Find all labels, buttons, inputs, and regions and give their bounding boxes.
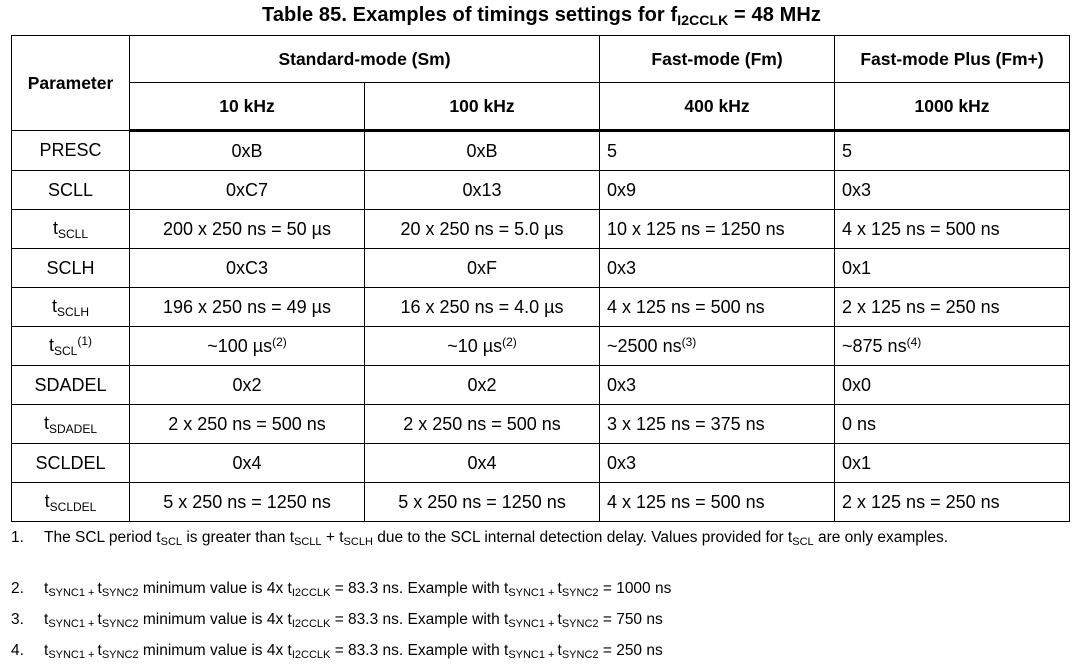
table-row (12, 249, 1070, 288)
value-cell: 0x2 (365, 366, 600, 405)
value-cell: 200 x 250 ns = 50 µs (130, 210, 365, 249)
table-row (12, 444, 1070, 483)
table-row (12, 405, 1070, 444)
value-cell: 4 x 125 ns = 500 ns (600, 288, 835, 327)
value-cell: ~875 $ns^{(4)}$ (835, 327, 1070, 366)
value-cell: 0x1 (835, 444, 1070, 483)
param-cell: $t_{SCLH}$ (12, 288, 130, 327)
table-row (12, 483, 1070, 522)
header-freq-10khz: 10 kHz (130, 83, 365, 131)
value-cell: 0xF (365, 249, 600, 288)
param-cell: $t_{SCL}^{(1)}$ (12, 327, 130, 366)
value-cell: 0 ns (835, 405, 1070, 444)
table-row (12, 327, 1070, 366)
table-row (12, 131, 1070, 171)
value-cell: ~10 µs$^{(2)}$ (365, 327, 600, 366)
value-cell: 0xC3 (130, 249, 365, 288)
footnote-number: 3. (11, 611, 24, 628)
value-cell: 196 x 250 ns = 49 µs (130, 288, 365, 327)
value-cell: 4 x 125 ns = 500 ns (600, 483, 835, 522)
footnote: 3. $t_{SYNC1 +}$ $t_{SYNC2}$ minimum value is 4x $t_{I2CCLK} = 83.3$ ns. Example with $t_{SYNC1 +}$ $t_{SYNC2} = 750$ ns (11, 611, 663, 630)
footnote-number: 4. (11, 642, 24, 659)
value-cell: 0x3 (835, 171, 1070, 210)
header-parameter: Parameter (12, 36, 130, 131)
value-cell: 2 x 125 ns = 250 ns (835, 483, 1070, 522)
value-cell: 0x3 (600, 249, 835, 288)
footnote: 1. The SCL period $t_{SCL}$ is greater than $t_{SCLL} + t_{SCLH}$ due to the SCL internal detection delay. Values provided for $t_{SCL}$ are only examples. (11, 529, 949, 548)
header-fast-mode: Fast-mode (Fm) (600, 36, 835, 83)
table-row (12, 171, 1070, 210)
header-freq-1000khz: 1000 kHz (835, 83, 1070, 131)
value-cell: 16 x 250 ns = 4.0 µs (365, 288, 600, 327)
param-cell: SCLH (12, 249, 130, 288)
param-cell: PRESC (12, 131, 130, 171)
value-cell: 2 x 250 ns = 500 ns (365, 405, 600, 444)
param-cell: SCLL (12, 171, 130, 210)
value-cell: 0x4 (130, 444, 365, 483)
value-cell: ~100 µs$^{(2)}$ (130, 327, 365, 366)
header-fast-mode-plus: Fast-mode Plus (Fm+) (835, 36, 1070, 83)
value-cell: 2 x 250 ns = 500 ns (130, 405, 365, 444)
value-cell: 4 x 125 ns = 500 ns (835, 210, 1070, 249)
value-cell: 0x2 (130, 366, 365, 405)
value-cell: 2 x 125 ns = 250 ns (835, 288, 1070, 327)
footnote: 4. $t_{SYNC1 +}$ $t_{SYNC2}$ minimum value is 4x $t_{I2CCLK} = 83.3$ ns. Example with $t_{SYNC1 +}$ $t_{SYNC2} = 250$ ns (11, 642, 663, 661)
footnote: 2. $t_{SYNC1 +}$ $t_{SYNC2}$ minimum value is 4x $t_{I2CCLK} = 83.3$ ns. Example with $t_{SYNC1 +}$ $t_{SYNC2} = 1000$ ns (11, 580, 672, 599)
value-cell: 0x0 (835, 366, 1070, 405)
value-cell: 3 x 125 ns = 375 ns (600, 405, 835, 444)
table-body (12, 131, 1070, 522)
table-row (12, 210, 1070, 249)
table-title: Table 85. Examples of timings settings for $f_{I2CCLK} = 48$ MHz (261, 4, 821, 28)
param-cell: $t_{SCLDEL}$ (12, 483, 130, 522)
footnote-number: 2. (11, 580, 24, 597)
value-cell: 0xC7 (130, 171, 365, 210)
value-cell: 5 x 250 ns = 1250 ns (365, 483, 600, 522)
value-cell: 10 x 125 ns = 1250 ns (600, 210, 835, 249)
value-cell: 0x3 (600, 444, 835, 483)
value-cell: 0x9 (600, 171, 835, 210)
header-standard-mode: Standard-mode (Sm) (130, 36, 600, 83)
header-freq-400khz: 400 kHz (600, 83, 835, 131)
value-cell: 5 (600, 131, 835, 171)
value-cell: ~2500 $ns^{(3)}$ (600, 327, 835, 366)
value-cell: 0x13 (365, 171, 600, 210)
value-cell: 0x1 (835, 249, 1070, 288)
table-row (12, 366, 1070, 405)
value-cell: 5 x 250 ns = 1250 ns (130, 483, 365, 522)
header-freq-100khz: 100 kHz (365, 83, 600, 131)
param-cell: $t_{SDADEL}$ (12, 405, 130, 444)
value-cell: 20 x 250 ns = 5.0 µs (365, 210, 600, 249)
timings-table (11, 35, 1070, 522)
value-cell: 0xB (130, 131, 365, 171)
param-cell: SDADEL (12, 366, 130, 405)
value-cell: 0x4 (365, 444, 600, 483)
param-cell: SCLDEL (12, 444, 130, 483)
value-cell: 0xB (365, 131, 600, 171)
param-cell: $t_{SCLL}$ (12, 210, 130, 249)
table-row (12, 288, 1070, 327)
footnote-number: 1. (11, 529, 24, 546)
value-cell: 0x3 (600, 366, 835, 405)
value-cell: 5 (835, 131, 1070, 171)
